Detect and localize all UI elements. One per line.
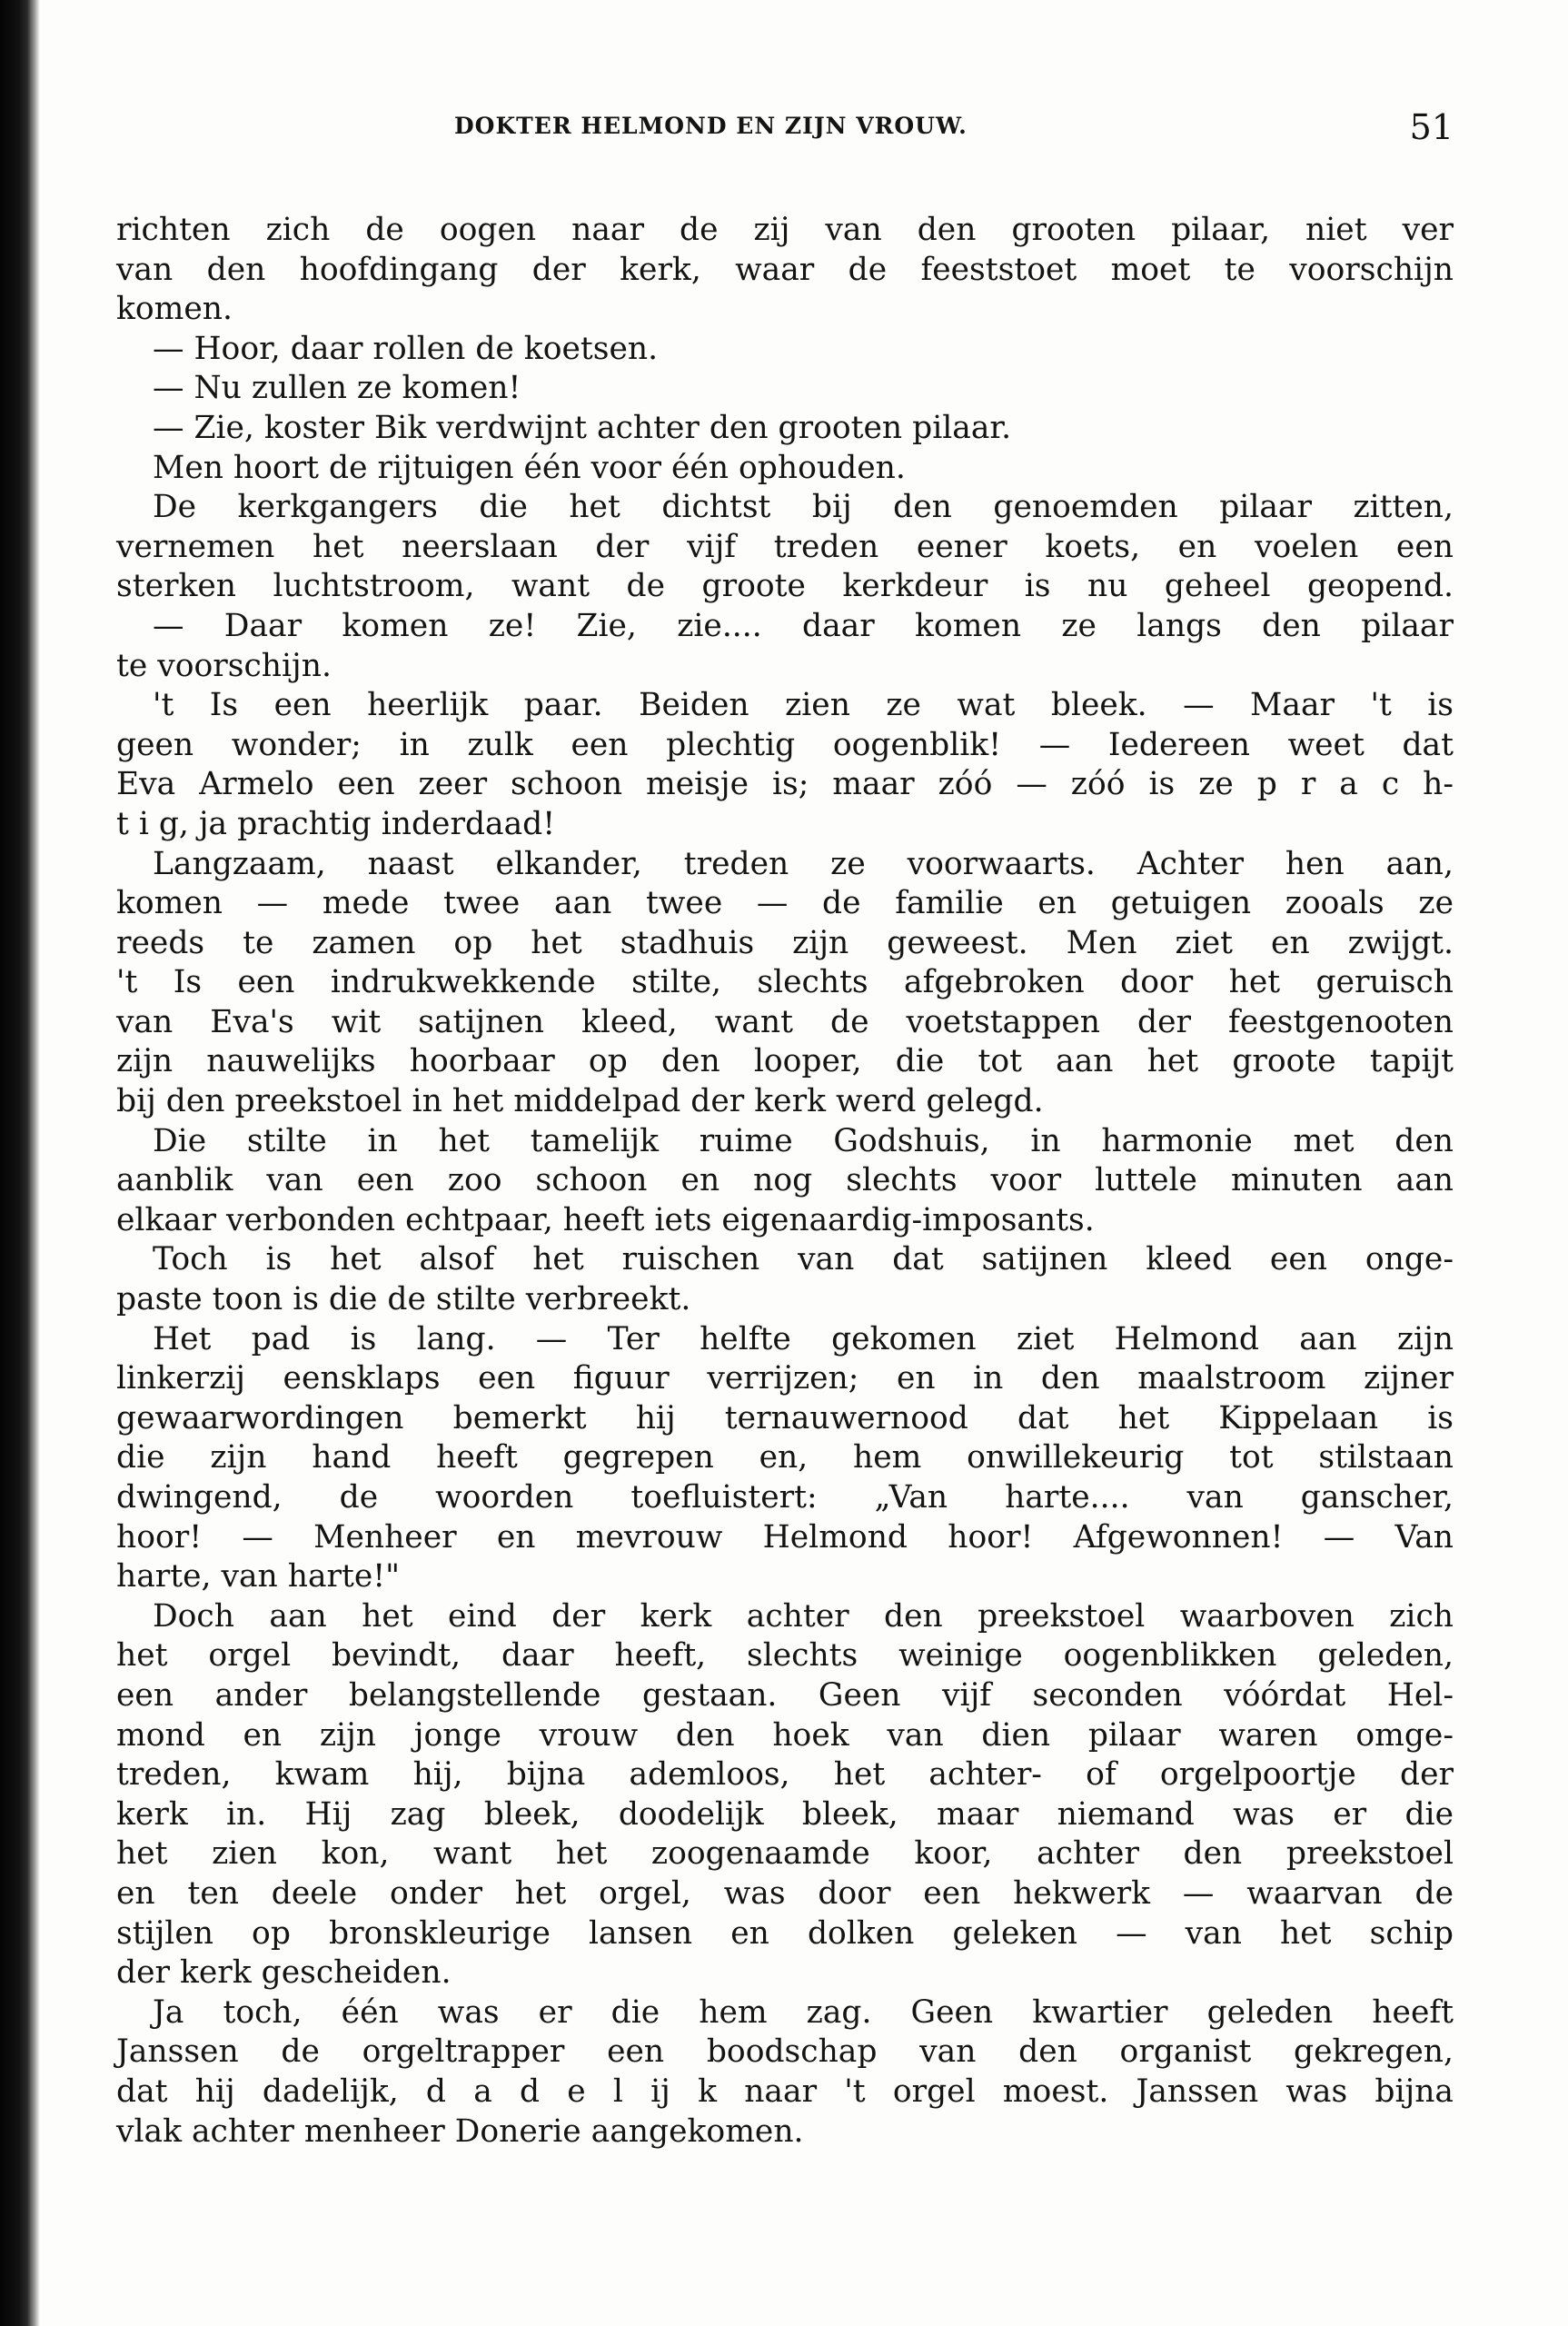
text-line: vlak achter menheer Donerie aangekomen.	[116, 2112, 804, 2150]
text-line: te voorschijn.	[116, 647, 332, 684]
text-line: mond en zijn jonge vrouw den hoek van dien pilaar waren omge-	[116, 1716, 1454, 1754]
text-line: der kerk gescheiden.	[116, 1954, 452, 1992]
text-line: Toch is het alsof het ruischen van dat satijnen kleed een onge-	[153, 1241, 1454, 1278]
text-line: Langzaam, naast elkander, treden ze voorwaarts. Achter hen aan,	[153, 845, 1454, 882]
text-line: het zien kon, want het zoogenaamde koor, achter den preekstoel	[116, 1835, 1454, 1873]
text-line: gewaarwordingen bemerkt hij ternauwernood dat het Kippelaan is	[116, 1399, 1454, 1436]
text-line: komen.	[116, 291, 233, 328]
text-line: die zijn hand heeft gegrepen en, hem onwillekeurig tot stilstaan	[116, 1439, 1454, 1476]
text-line: — Hoor, daar rollen de koetsen.	[153, 330, 659, 367]
text-line: 't Is een indrukwekkende stilte, slechts afgebroken door het geruisch	[116, 964, 1454, 1001]
text-line: paste toon is die de stilte verbreekt.	[116, 1281, 691, 1318]
text-line: linkerzij eensklaps een figuur verrijzen; en in den maalstroom zijner	[116, 1360, 1454, 1397]
text-line: sterken luchtstroom, want de groote kerkdeur is nu geheel geopend.	[116, 568, 1454, 605]
text-line: elkaar verbonden echtpaar, heeft iets eigenaardig-imposants.	[116, 1201, 1095, 1238]
text-line: — Nu zullen ze komen!	[153, 370, 521, 407]
body-text	[116, 211, 1454, 2152]
text-line: zijn nauwelijks hoorbaar op den looper, die tot aan het groote tapijt	[116, 1043, 1454, 1080]
text-line: een ander belangstellende gestaan. Geen vijf seconden vóórdat Hel-	[116, 1676, 1454, 1714]
text-line: het orgel bevindt, daar heeft, slechts weinige oogenblikken geleden,	[116, 1637, 1454, 1675]
text-line: geen wonder; in zulk een plechtig oogenblik! — Iedereen weet dat	[116, 726, 1454, 763]
text-line: stijlen op bronskleurige lansen en dolken geleken — van het schip	[116, 1914, 1454, 1952]
text-line: hoor! — Menheer en mevrouw Helmond hoor! Afgewonnen! — Van	[116, 1518, 1454, 1556]
text-line: aanblik van een zoo schoon en nog slechts voor luttele minuten aan	[116, 1162, 1454, 1199]
text-line: t i g, ja prachtig inderdaad!	[116, 805, 556, 842]
text-line: kerk in. Hij zag bleek, doodelijk bleek, maar niemand was er die	[116, 1795, 1454, 1833]
text-line: Eva Armelo een zeer schoon meisje is; maar zóó — zóó is ze p r a c h-	[116, 766, 1454, 803]
text-line: komen — mede twee aan twee — de familie en getuigen zooals ze	[116, 885, 1454, 922]
text-line: richten zich de oogen naar de zij van den grooten pilaar, niet ver	[116, 212, 1454, 248]
text-line: Doch aan het eind der kerk achter den preekstoel waarboven zich	[153, 1597, 1454, 1635]
text-line: — Daar komen ze! Zie, zie.... daar komen ze langs den pilaar	[153, 607, 1454, 644]
text-line: dat hij dadelijk, d a d e l ij k naar 't orgel moest. Janssen was bijna	[116, 2073, 1454, 2110]
text-line: dwingend, de woorden toefluistert: „Van harte.... van ganscher,	[116, 1479, 1454, 1516]
text-line: Ja toch, één was er die hem zag. Geen kwartier geleden heeft	[153, 1993, 1454, 2031]
text-line: — Zie, koster Bik verdwijnt achter den grooten pilaar.	[153, 409, 1012, 446]
text-line: Janssen de orgeltrapper een boodschap van den organist gekregen,	[116, 2033, 1454, 2071]
text-line: van Eva's wit satijnen kleed, want de voetstappen der feestgenooten	[116, 1003, 1454, 1040]
text-line: treden, kwam hij, bijna ademloos, het achter- of orgelpoortje der	[116, 1756, 1454, 1794]
text-line: De kerkgangers die het dichtst bij den genoemden pilaar zitten,	[153, 489, 1454, 526]
text-line: bij den preekstoel in het middelpad der kerk werd gelegd.	[116, 1083, 1044, 1120]
text-line: vernemen het neerslaan der vijf treden eener koets, en voelen een	[116, 528, 1454, 565]
text-line: Het pad is lang. — Ter helfte gekomen ziet Helmond aan zijn	[153, 1320, 1454, 1357]
scan-edge	[0, 0, 40, 2326]
running-head	[118, 109, 1454, 154]
text-line: van den hoofdingang der kerk, waar de feeststoet moet te voorschijn	[116, 251, 1454, 288]
text-line: reeds te zamen op het stadhuis zijn geweest. Men ziet en zwijgt.	[116, 924, 1454, 961]
page-number: 51	[1409, 107, 1454, 147]
running-title: DOKTER HELMOND EN ZIJN VROUW.	[454, 113, 968, 139]
text-line: en ten deele onder het orgel, was door een hekwerk — waarvan de	[116, 1874, 1454, 1912]
text-line: Men hoort de rijtuigen één voor één ophouden.	[153, 449, 906, 486]
text-line: 't Is een heerlijk paar. Beiden zien ze wat bleek. — Maar 't is	[153, 687, 1454, 724]
text-line: Die stilte in het tamelijk ruime Godshuis, in harmonie met den	[153, 1122, 1454, 1159]
text-line: harte, van harte!"	[116, 1558, 401, 1595]
